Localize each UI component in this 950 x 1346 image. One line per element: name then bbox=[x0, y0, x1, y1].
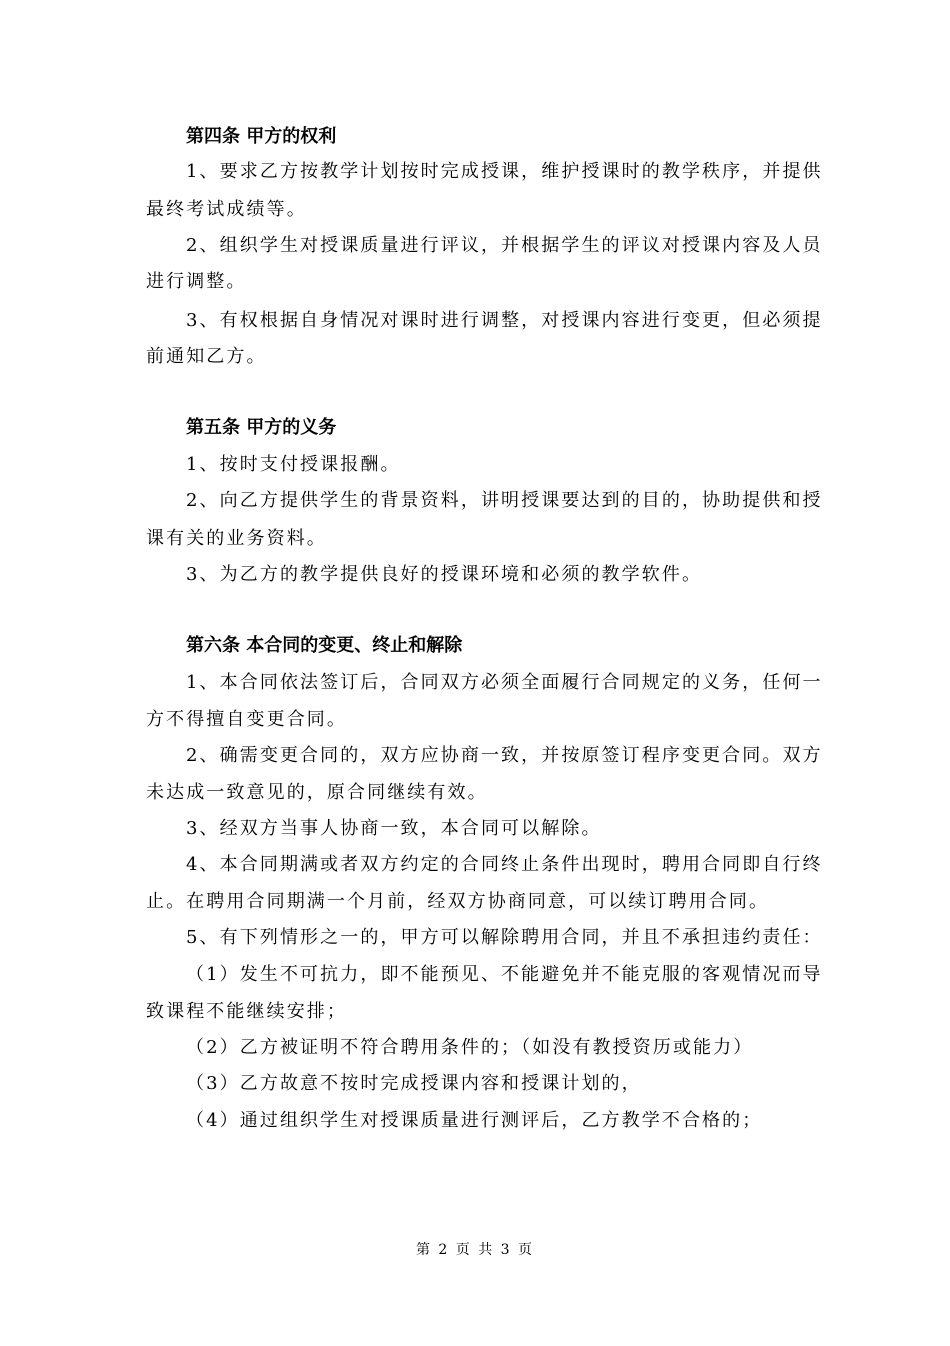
section4-item3-line2: 前通知乙方。 bbox=[146, 346, 267, 367]
section5-item1-line1: 1、按时支付授课报酬。 bbox=[186, 454, 401, 475]
section6-subitem2-line1: （2）乙方被证明不符合聘用条件的；（如没有教授资历或能力） bbox=[186, 1037, 754, 1058]
section6-item4-line2: 止。在聘用合同期满一个月前，经双方协商同意，可以续订聘用合同。 bbox=[146, 891, 770, 912]
section6-item3-line1: 3、经双方当事人协商一致，本合同可以解除。 bbox=[186, 818, 602, 839]
section6-item2-line2: 未达成一致意见的，原合同继续有效。 bbox=[146, 782, 488, 803]
section6-subitem4-line1: （4）通过组织学生对授课质量进行测评后，乙方教学不合格的； bbox=[186, 1110, 763, 1131]
section6-item5-line1: 5、有下列情形之一的，甲方可以解除聘用合同，并且不承担违约责任： bbox=[186, 927, 823, 948]
section6-subitem1-line1: （1）发生不可抗力，即不能预见、不能避免并不能克服的客观情况而导 bbox=[186, 964, 823, 985]
section4-item2-line2: 进行调整。 bbox=[146, 271, 247, 292]
section6-item4-line1: 4、本合同期满或者双方约定的合同终止条件出现时，聘用合同即自行终 bbox=[186, 854, 823, 875]
section4-item1-line2: 最终考试成绩等。 bbox=[146, 199, 307, 220]
section4-item2-line1: 2、组织学生对授课质量进行评议，并根据学生的评议对授课内容及人员 bbox=[186, 235, 823, 256]
section6-item1-line2: 方不得擅自变更合同。 bbox=[146, 709, 347, 730]
section6-title: 第六条 本合同的变更、终止和解除 bbox=[186, 635, 463, 656]
section6-subitem3-line1: （3）乙方故意不按时完成授课内容和授课计划的， bbox=[186, 1073, 642, 1094]
section5-item2-line2: 课有关的业务资料。 bbox=[146, 528, 327, 549]
section5-title: 第五条 甲方的义务 bbox=[186, 417, 337, 438]
section6-item2-line1: 2、确需变更合同的，双方应协商一致，并按原签订程序变更合同。双方 bbox=[186, 745, 823, 766]
section4-title: 第四条 甲方的权利 bbox=[186, 126, 337, 147]
section5-item3-line1: 3、为乙方的教学提供良好的授课环境和必须的教学软件。 bbox=[186, 564, 703, 585]
page-number: 第 2 页 共 3 页 bbox=[415, 1242, 535, 1258]
section4-item1-line1: 1、要求乙方按教学计划按时完成授课，维护授课时的教学秩序，并提供 bbox=[186, 161, 823, 182]
section6-subitem1-line2: 致课程不能继续安排； bbox=[146, 1001, 347, 1022]
section4-item3-line1: 3、有权根据自身情况对课时进行调整，对授课内容进行变更，但必须提 bbox=[186, 310, 823, 331]
section5-item2-line1: 2、向乙方提供学生的背景资料，讲明授课要达到的目的，协助提供和授 bbox=[186, 490, 823, 511]
section6-item1-line1: 1、本合同依法签订后，合同双方必须全面履行合同规定的义务，任何一 bbox=[186, 672, 823, 693]
